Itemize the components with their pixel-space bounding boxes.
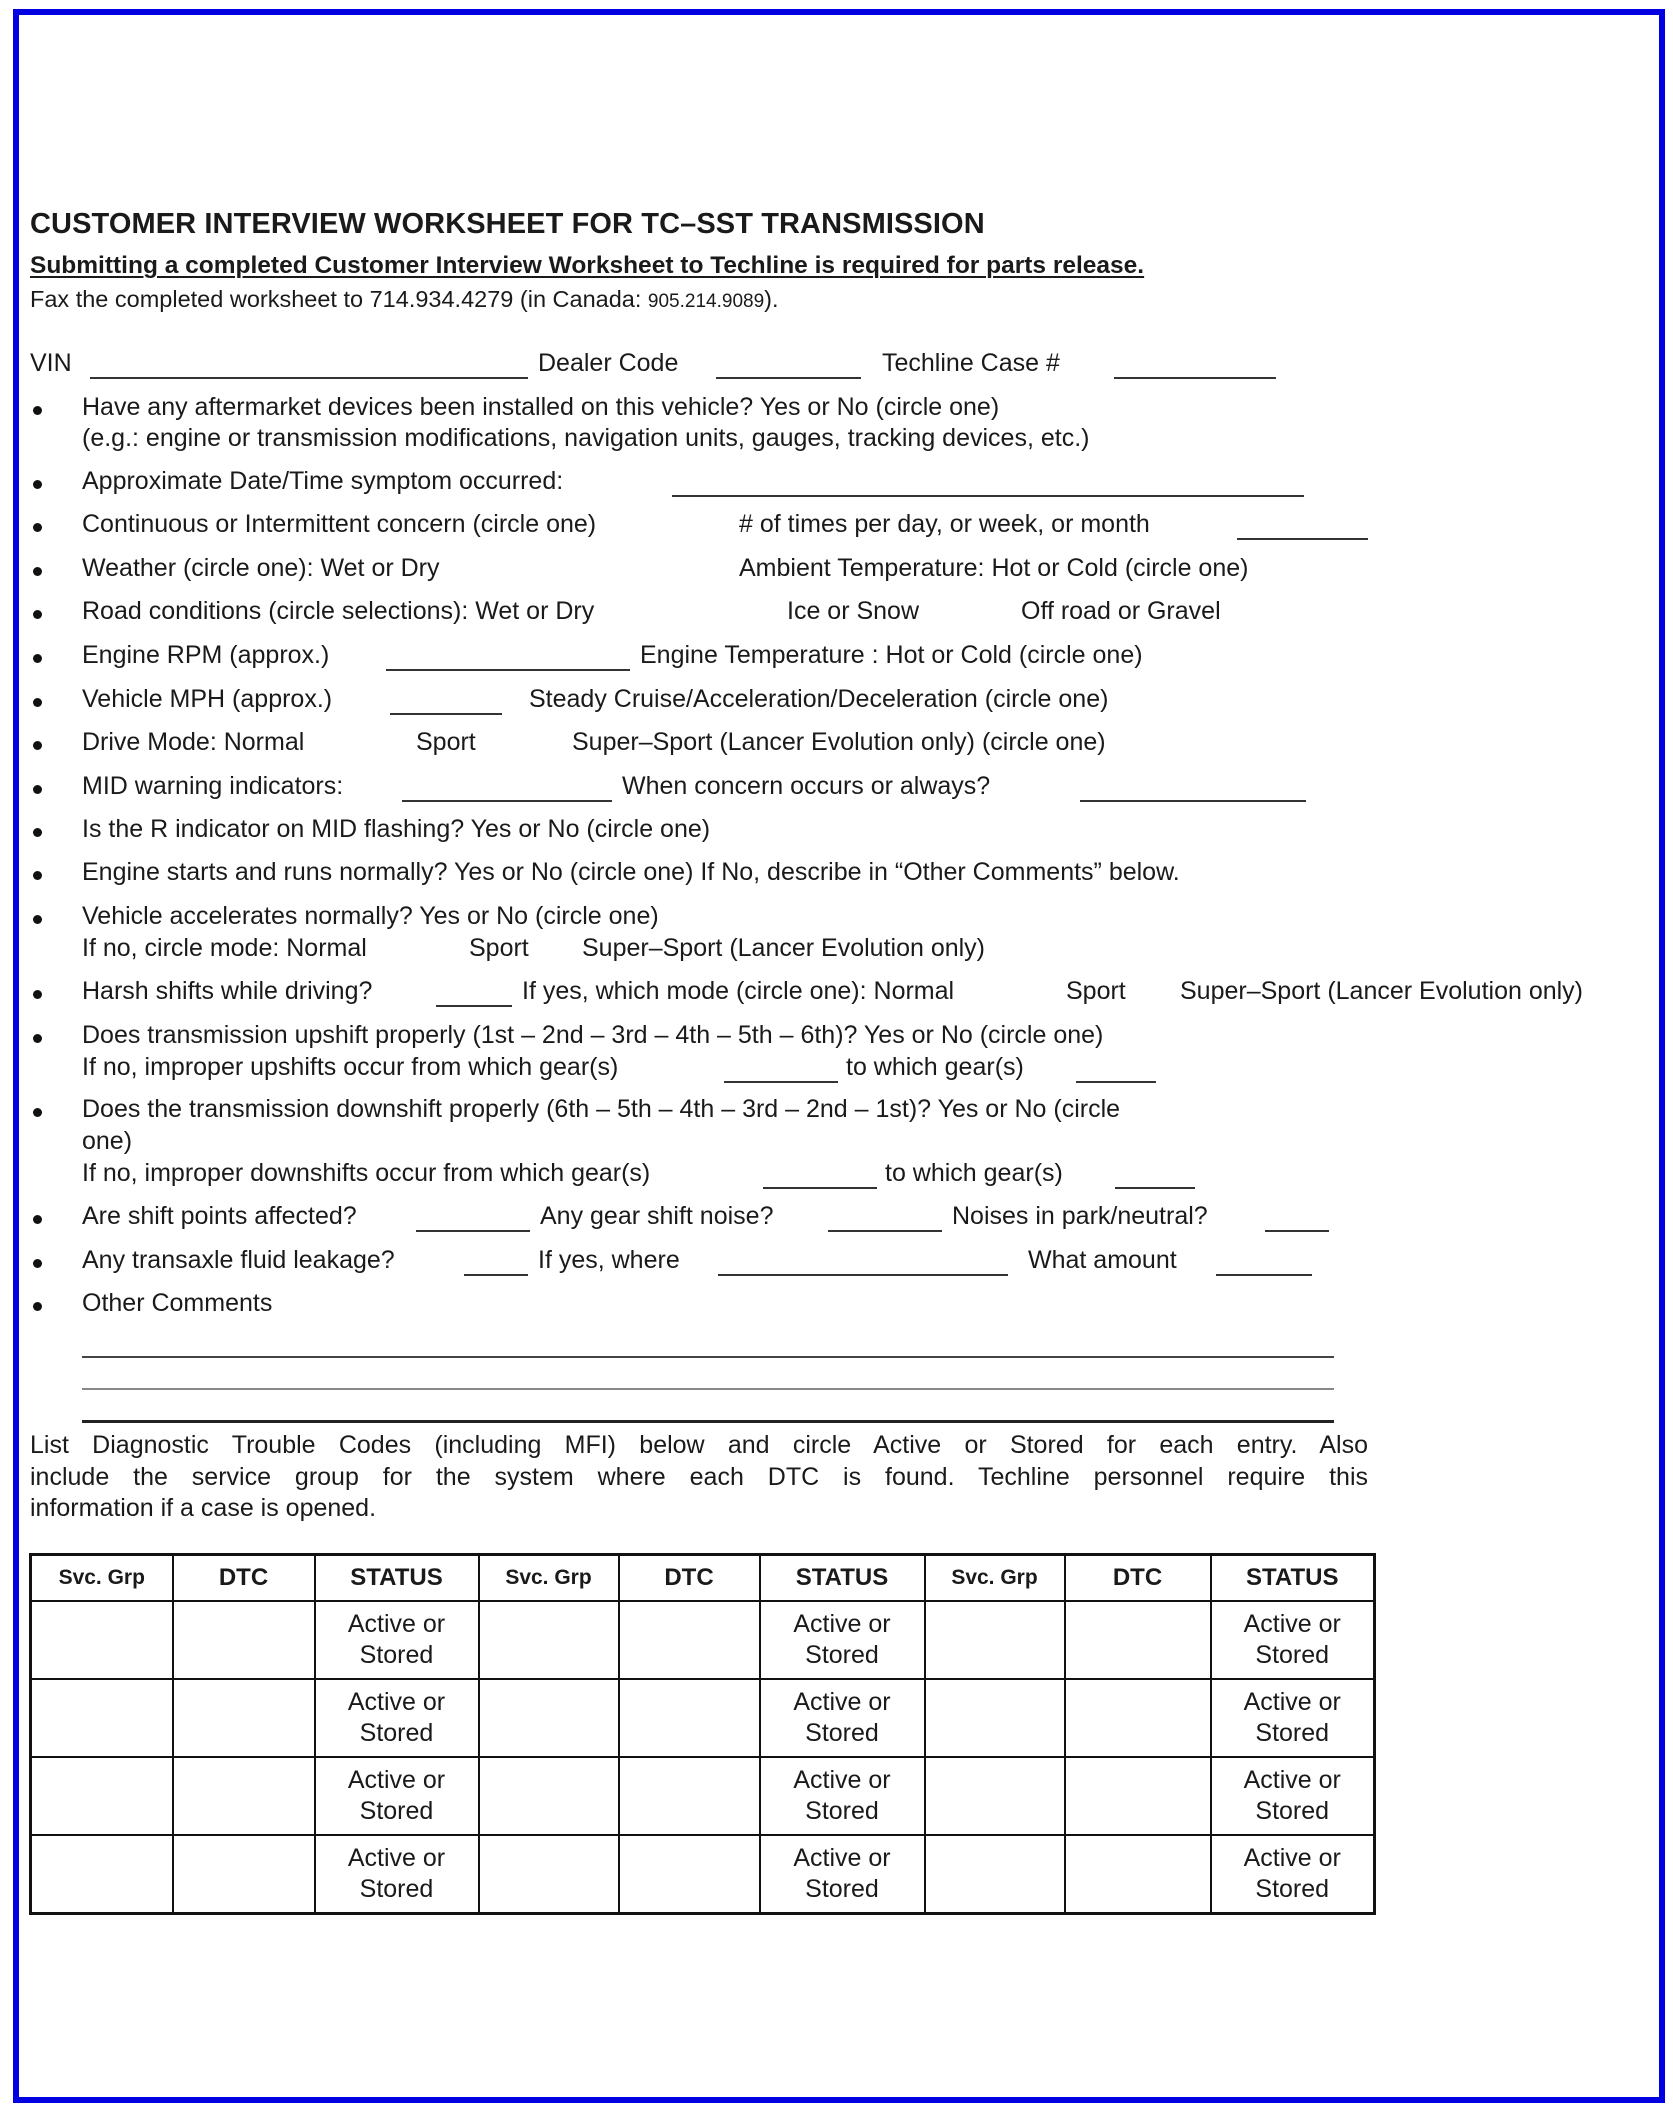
dtc-cell[interactable] [1065,1835,1211,1914]
bullet-icon [33,828,42,837]
dtc-cell[interactable] [173,1601,315,1679]
header-svc-grp: Svc. Grp [31,1555,173,1602]
svc-grp-cell[interactable] [479,1679,619,1757]
question-text: Does transmission upshift properly (1st – 2nd – 3rd – 4th – 5th – 6th)? Yes or No (circle one) [82,1021,1104,1049]
bullet-icon [33,1034,42,1043]
status-option-stored: Stored [359,1875,434,1903]
frequency-field[interactable] [1237,510,1368,540]
dtc-instructions [30,1430,1368,1525]
status-option-active: Active or [1243,1610,1341,1638]
header-status: STATUS [1211,1555,1375,1602]
status-option-active: Active or [347,1766,446,1794]
status-cell[interactable] [1211,1835,1375,1914]
question-text: Weather (circle one): Wet or Dry [82,554,440,582]
bullet-icon [33,741,42,750]
header-dtc: DTC [619,1555,760,1602]
dtc-table-row [31,1679,1375,1757]
dealer-code-label: Dealer Code [538,349,679,377]
leak-amount-field[interactable] [1216,1246,1312,1276]
harsh-shifts-field[interactable] [436,977,512,1007]
upshift-to-field[interactable] [1076,1053,1156,1083]
question-text: Vehicle accelerates normally? Yes or No (circle one) [82,902,659,930]
status-option-active: Active or [347,1844,446,1872]
status-option-active: Active or [347,1610,446,1638]
header-svc-grp: Svc. Grp [479,1555,619,1602]
fax-canada-number: 905.214.9089 [647,291,765,312]
question-text: Drive Mode: Normal [82,728,305,756]
svc-grp-cell[interactable] [479,1757,619,1835]
mid-warning-field[interactable] [402,772,612,802]
accel-mode-label: If no, circle mode: Normal [82,934,367,962]
question-text: Have any aftermarket devices been installed on this vehicle? Yes or No (circle one) [82,393,1000,421]
svc-grp-cell[interactable] [925,1601,1065,1679]
header-status: STATUS [760,1555,925,1602]
mid-when-label: When concern occurs or always? [622,772,991,800]
comment-line-2[interactable] [82,1388,1334,1390]
downshift-to-label: to which gear(s) [885,1159,1063,1187]
park-noise-label: Noises in park/neutral? [952,1202,1208,1230]
harsh-super-option: Super–Sport (Lancer Evolution only) [1180,977,1584,1005]
dtc-cell[interactable] [173,1679,315,1757]
upshift-from-label: If no, improper upshifts occur from which gear(s) [82,1053,619,1081]
leakage-field[interactable] [464,1246,528,1276]
bullet-icon [33,871,42,880]
road-offroad-option: Off road or Gravel [1021,597,1221,625]
status-cell[interactable] [760,1601,925,1679]
comment-line-1[interactable] [82,1356,1334,1358]
svc-grp-cell[interactable] [925,1679,1065,1757]
bullet-icon [33,1259,42,1268]
bullet-icon [33,480,42,489]
question-text: Does the transmission downshift properly (6th – 5th – 4th – 3rd – 2nd – 1st)? Yes or No (circle [82,1095,1121,1123]
bullet-icon [33,785,42,794]
status-option-active: Active or [1243,1766,1341,1794]
leak-amount-label: What amount [1028,1246,1177,1274]
header-dtc: DTC [173,1555,315,1602]
dtc-cell[interactable] [619,1601,760,1679]
question-text: Is the R indicator on MID flashing? Yes or No (circle one) [82,815,711,843]
leak-where-field[interactable] [718,1246,1008,1276]
bullet-icon [33,698,42,707]
header-svc-grp: Svc. Grp [925,1555,1065,1602]
question-text: Other Comments [82,1289,273,1317]
frequency-label: # of times per day, or week, or month [739,510,1150,538]
header-dtc: DTC [1065,1555,1211,1602]
accel-sport-option: Sport [469,934,529,962]
vin-field[interactable] [90,349,528,379]
mid-when-field[interactable] [1080,772,1306,802]
dtc-cell[interactable] [619,1757,760,1835]
comment-line-3[interactable] [82,1420,1334,1423]
svc-grp-cell[interactable] [925,1757,1065,1835]
dtc-cell[interactable] [1065,1601,1211,1679]
status-cell[interactable] [760,1679,925,1757]
gear-noise-label: Any gear shift noise? [540,1202,774,1230]
status-option-stored: Stored [1255,1797,1330,1825]
shift-points-field[interactable] [416,1202,530,1232]
engine-temp-label: Engine Temperature : Hot or Cold (circle one) [640,641,1143,669]
status-option-stored: Stored [359,1719,434,1747]
dealer-code-field[interactable] [716,349,861,379]
status-cell[interactable] [760,1757,925,1835]
status-option-active: Active or [793,1610,891,1638]
question-text: Continuous or Intermittent concern (circle one) [82,510,597,538]
dtc-header-row [31,1555,1375,1602]
status-option-active: Active or [1243,1844,1341,1872]
drive-sport-option: Sport [416,728,476,756]
bullet-icon [33,406,42,415]
fax-prefix: Fax the completed worksheet to 714.934.4279 (in Canada: [30,286,648,312]
status-option-stored: Stored [359,1797,434,1825]
bullet-icon [33,1108,42,1117]
dtc-instructions-line: List Diagnostic Trouble Codes (including MFI) below and circle Active or Stored for each entry. Also [30,1431,1368,1459]
date-time-field[interactable] [672,467,1304,497]
dtc-cell[interactable] [619,1679,760,1757]
question-text: Engine RPM (approx.) [82,641,330,669]
road-ice-option: Ice or Snow [787,597,920,625]
status-option-active: Active or [1243,1688,1341,1716]
status-option-stored: Stored [359,1641,434,1669]
bullet-icon [33,915,42,924]
status-cell[interactable] [315,1757,479,1835]
downshift-from-field[interactable] [763,1159,877,1189]
status-cell[interactable] [315,1679,479,1757]
bullet-icon [33,1302,42,1311]
harsh-sport-option: Sport [1066,977,1126,1005]
status-option-stored: Stored [1255,1719,1330,1747]
accel-super-option: Super–Sport (Lancer Evolution only) [582,934,986,962]
status-option-stored: Stored [1255,1641,1330,1669]
status-cell[interactable] [1211,1601,1375,1679]
bullet-icon [33,523,42,532]
bullet-icon [33,654,42,663]
question-text-cont: one) [82,1127,133,1155]
dtc-table-row [31,1757,1375,1835]
question-text: Harsh shifts while driving? [82,977,373,1005]
dtc-cell[interactable] [173,1757,315,1835]
leak-where-label: If yes, where [538,1246,680,1274]
downshift-to-field[interactable] [1115,1159,1195,1189]
question-text: Are shift points affected? [82,1202,357,1230]
status-cell[interactable] [1211,1679,1375,1757]
harsh-mode-label: If yes, which mode (circle one): Normal [522,977,955,1005]
status-cell[interactable] [315,1835,479,1914]
question-text: Road conditions (circle selections): Wet or Dry [82,597,595,625]
upshift-from-field[interactable] [724,1053,838,1083]
question-text: Vehicle MPH (approx.) [82,685,333,713]
dtc-table-row [31,1601,1375,1679]
dtc-table-row [31,1835,1375,1914]
page-title: CUSTOMER INTERVIEW WORKSHEET FOR TC–SST TRANSMISSION [30,208,985,240]
question-text: Engine starts and runs normally? Yes or No (circle one) If No, describe in “Other Comments” below. [82,858,1180,886]
dtc-cell[interactable] [173,1835,315,1914]
fax-suffix: ). [764,286,779,312]
techline-case-field[interactable] [1114,349,1276,379]
question-text: Approximate Date/Time symptom occurred: [82,467,564,495]
dtc-cell[interactable] [1065,1757,1211,1835]
question-text: Any transaxle fluid leakage? [82,1246,395,1274]
status-option-active: Active or [793,1844,891,1872]
dtc-cell[interactable] [619,1835,760,1914]
status-option-active: Active or [793,1688,891,1716]
cruise-label: Steady Cruise/Acceleration/Deceleration (circle one) [529,685,1109,713]
park-noise-field[interactable] [1265,1202,1329,1232]
header-status: STATUS [315,1555,479,1602]
dtc-instructions-line: information if a case is opened. [30,1494,377,1522]
fax-instructions [30,286,779,313]
svc-grp-cell[interactable] [925,1835,1065,1914]
status-option-stored: Stored [805,1641,879,1669]
status-cell[interactable] [760,1835,925,1914]
svc-grp-cell[interactable] [31,1601,173,1679]
bullet-icon [33,610,42,619]
status-cell[interactable] [1211,1757,1375,1835]
upshift-to-label: to which gear(s) [846,1053,1024,1081]
dtc-table [29,1553,1376,1915]
parts-release-notice: Submitting a completed Customer Interview Worksheet to Techline is required for parts release. [30,252,1145,279]
svc-grp-cell[interactable] [31,1679,173,1757]
mph-field[interactable] [390,685,502,715]
svc-grp-cell[interactable] [479,1601,619,1679]
downshift-from-label: If no, improper downshifts occur from which gear(s) [82,1159,651,1187]
techline-case-label: Techline Case # [882,349,1060,377]
dtc-instructions-line: include the service group for the system where each DTC is found. Techline personnel require this [30,1462,1368,1491]
question-text: MID warning indicators: [82,772,344,800]
status-option-stored: Stored [805,1875,879,1903]
bullet-icon [33,990,42,999]
ambient-temp-label: Ambient Temperature: Hot or Cold (circle one) [739,554,1249,582]
gear-noise-field[interactable] [828,1202,942,1232]
svc-grp-cell[interactable] [31,1757,173,1835]
status-option-active: Active or [793,1766,891,1794]
drive-super-option: Super–Sport (Lancer Evolution only) (circle one) [572,728,1106,756]
bullet-icon [33,1215,42,1224]
status-option-stored: Stored [1255,1875,1330,1903]
status-option-stored: Stored [805,1797,879,1825]
svc-grp-cell[interactable] [479,1835,619,1914]
svc-grp-cell[interactable] [31,1835,173,1914]
dtc-cell[interactable] [1065,1679,1211,1757]
question-note: (e.g.: engine or transmission modifications, navigation units, gauges, tracking devices, etc.) [82,424,1090,452]
bullet-icon [33,567,42,576]
status-option-stored: Stored [805,1719,879,1747]
status-cell[interactable] [315,1601,479,1679]
rpm-field[interactable] [386,641,630,671]
status-option-active: Active or [347,1688,446,1716]
vin-label: VIN [30,349,72,377]
